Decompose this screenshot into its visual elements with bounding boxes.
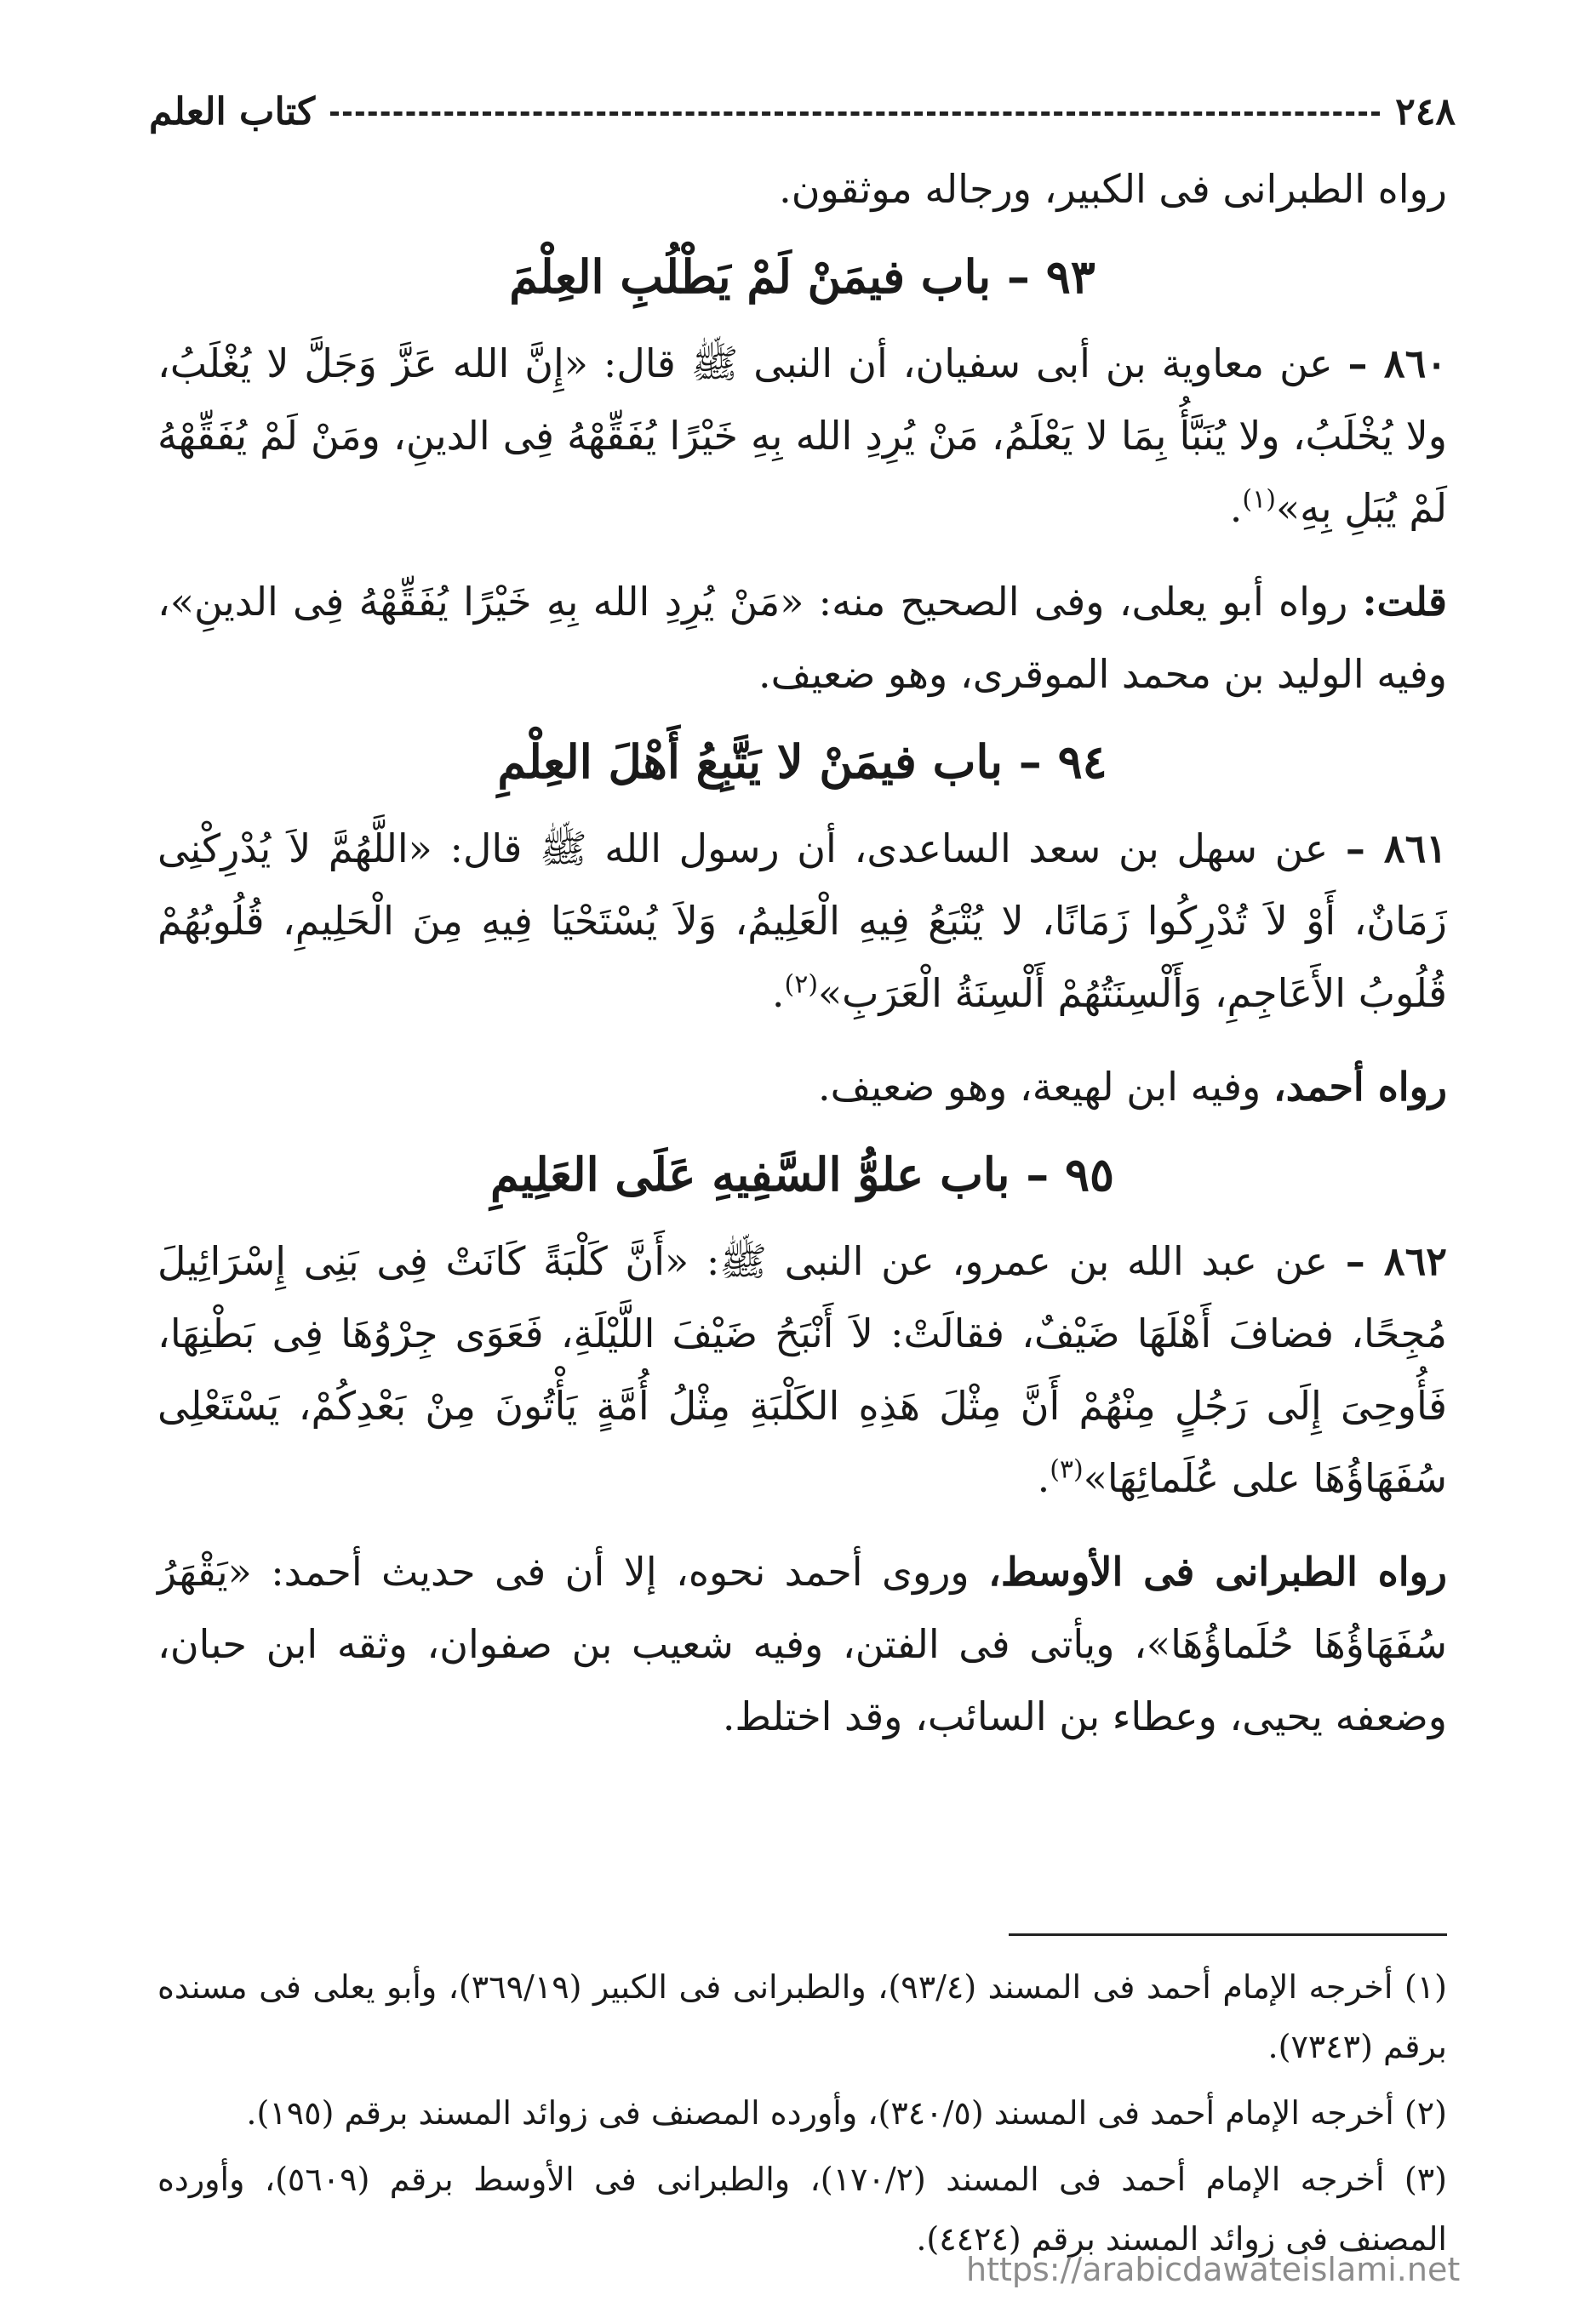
page-header <box>149 78 1456 145</box>
footnote-1: (١) أخرجه الإمام أحمد فى المسند (٩٣/٤)، والطبرانى فى الكبير (٣٦٩/١٩)، وأبو يعلى فى مسنده برقم (٧٣٤٣). <box>157 1968 1447 2065</box>
narration-862 <box>157 1536 1447 1753</box>
watermark-url: https://arabicdawateislami.net <box>966 2251 1461 2288</box>
commentary-label: قلت: <box>1362 579 1448 625</box>
footnotes <box>157 1957 1447 2275</box>
footnote-2: (٢) أخرجه الإمام أحمد فى المسند (٣٤٠/٥)، وأورده المصنف فى زوائد المسند برقم (١٩٥). <box>246 2094 1447 2132</box>
hadith-number-860: ٨٦٠ – <box>1347 340 1448 386</box>
narration-label-861: رواه أحمد، <box>1273 1064 1447 1110</box>
hadith-text-862: عن عبد الله بن عمرو، عن النبى ﷺ: «أَنَّ كَلْبَةً كَانَتْ فِى بَنِى إِسْرَائِيلَ مُجِحًا، فضافَ أَهْلَهَا ضَيْفٌ، فقالَتْ: لاَ أَنْبَحُ ضَيْفَ اللَّيْلَةِ، فَعَوَى جِرْوُهَا فِى بَطْنِهَا، فَأُوحِىَ إِلَى رَجُلٍ مِنْهُمْ أَنَّ مِثْلَ هَذِهِ الكَلْبَةِ مِثْلُ أُمَّةٍ يَأْتُونَ مِنْ بَعْدِكُمْ، يَسْتَعْلِى سُفَهَاؤُهَا على عُلَمائِهَا» <box>157 1238 1447 1501</box>
section-heading-94: ٩٤ – باب فيمَنْ لا يَتَّبِعُ أَهْلَ العِلْمِ <box>497 734 1107 789</box>
header-dashed-rule <box>330 111 1380 116</box>
book-title: كتاب العلم <box>149 89 316 134</box>
hadith-860: ٨٦٠ – عن معاوية بن أبى سفيان، أن النبى ﷺ قال: «إِنَّ الله عَزَّ وَجَلَّ لا يُغْلَبُ، ولا يُخْلَبُ، ولا يُنَبَّأُ بِمَا لا يَعْلَمُ، مَنْ يُرِدِ الله بِهِ خَيْرًا يُفَقِّهْهُ فِى الدينِ، ومَنْ لَمْ يُفَقِّهْهُ لَمْ يُبَلِ بِهِ»$^{(١)}$. <box>157 340 1448 531</box>
section-heading-95: ٩٥ – باب علوُّ السَّفِيهِ عَلَى العَلِيمِ <box>489 1147 1115 1202</box>
commentary-text: رواه أبو يعلى، وفى الصحيح منه: «مَنْ يُرِدِ الله بِهِ خَيْرًا يُفَقِّهْهُ فِى الدينِ»، وفيه الوليد بن محمد الموقرى، وهو ضعيف. <box>157 579 1447 697</box>
footnote-marker-1: (١) <box>1242 484 1276 515</box>
hadith-number-861: ٨٦١ – <box>1345 825 1448 871</box>
narration-label-862: رواه الطبرانى فى الأوسط، <box>988 1549 1447 1595</box>
narration-861 <box>157 1051 1447 1123</box>
hadith-861: ٨٦١ – عن سهل بن سعد الساعدى، أن رسول الله ﷺ قال: «اللَّهُمَّ لاَ يُدْرِكْنِى زَمَانٌ، أَوْ لاَ تُدْرِكُوا زَمَانًا، لا يُتْبَعُ فِيهِ الْعَلِيمُ، وَلاَ يُسْتَحْيَا فِيهِ مِنَ الْحَلِيمِ، قُلُوبُهُمْ قُلُوبُ الأَعَاجِمِ، وَأَلْسِنَتُهُمْ أَلْسِنَةُ الْعَرَبِ»$^{(٢)}$. <box>157 825 1448 1016</box>
narration-text-862: وروى أحمد نحوه، إلا أن فى حديث أحمد: «يَقْهَرُ سُفَهَاؤُهَا حُلَماؤُهَا»، ويأتى فى الفتن، وفيه شعيب بن صفوان، وثقه ابن حبان، وضعفه يحيى، وعطاء بن السائب، وقد اختلط. <box>157 1549 1447 1739</box>
narration-text-861: وفيه ابن لهيعة، وهو ضعيف. <box>818 1064 1261 1110</box>
hadith-text-861: عن سهل بن سعد الساعدى، أن رسول الله ﷺ قال: «اللَّهُمَّ لاَ يُدْرِكْنِى زَمَانٌ، أَوْ لاَ تُدْرِكُوا زَمَانًا، لا يُتْبَعُ فِيهِ الْعَلِيمُ، وَلاَ يُسْتَحْيَا فِيهِ مِنَ الْحَلِيمِ، قُلُوبُهُمْ قُلُوبُ الأَعَاجِمِ، وَأَلْسِنَتُهُمْ أَلْسِنَةُ الْعَرَبِ» <box>157 825 1447 1016</box>
page-body <box>157 153 1447 1753</box>
footnote-3: (٣) أخرجه الإمام أحمد فى المسند (١٧٠/٢)، والطبرانى فى الأوسط برقم (٥٦٠٩)، وأورده المصنف فى زوائد المسند برقم (٤٤٢٤). <box>157 2161 1447 2258</box>
footnote-marker-3: (٣) <box>1050 1454 1084 1485</box>
page-number: ٢٤٨ <box>1395 89 1456 134</box>
section-heading-93: ٩٣ – باب فيمَنْ لَمْ يَطْلُبِ العِلْمَ <box>509 249 1095 304</box>
hadith-number-862: ٨٦٢ – <box>1345 1238 1447 1284</box>
hadith-text-860: عن معاوية بن أبى سفيان، أن النبى ﷺ قال: «إِنَّ الله عَزَّ وَجَلَّ لا يُغْلَبُ، ولا يُخْلَبُ، ولا يُنَبَّأُ بِمَا لا يَعْلَمُ، مَنْ يُرِدِ الله بِهِ خَيْرًا يُفَقِّهْهُ فِى الدينِ، ومَنْ لَمْ يُفَقِّهْهُ لَمْ يُبَلِ بِهِ» <box>157 340 1447 531</box>
footnote-separator <box>1009 1933 1447 1936</box>
hadith-862: ٨٦٢ – عن عبد الله بن عمرو، عن النبى ﷺ: «أَنَّ كَلْبَةً كَانَتْ فِى بَنِى إِسْرَائِيلَ مُجِحًا، فضافَ أَهْلَهَا ضَيْفٌ، فقالَتْ: لاَ أَنْبَحُ ضَيْفَ اللَّيْلَةِ، فَعَوَى جِرْوُهَا فِى بَطْنِهَا، فَأُوحِىَ إِلَى رَجُلٍ مِنْهُمْ أَنَّ مِثْلَ هَذِهِ الكَلْبَةِ مِثْلُ أُمَّةٍ يَأْتُونَ مِنْ بَعْدِكُمْ، يَسْتَعْلِى سُفَهَاؤُهَا على عُلَمائِهَا»$^{(٣)}$. <box>157 1238 1447 1501</box>
intro-paragraph: رواه الطبرانى فى الكبير، ورجاله موثقون. <box>779 166 1447 212</box>
commentary-860 <box>157 566 1447 711</box>
footnote-marker-2: (٢) <box>784 969 819 1000</box>
